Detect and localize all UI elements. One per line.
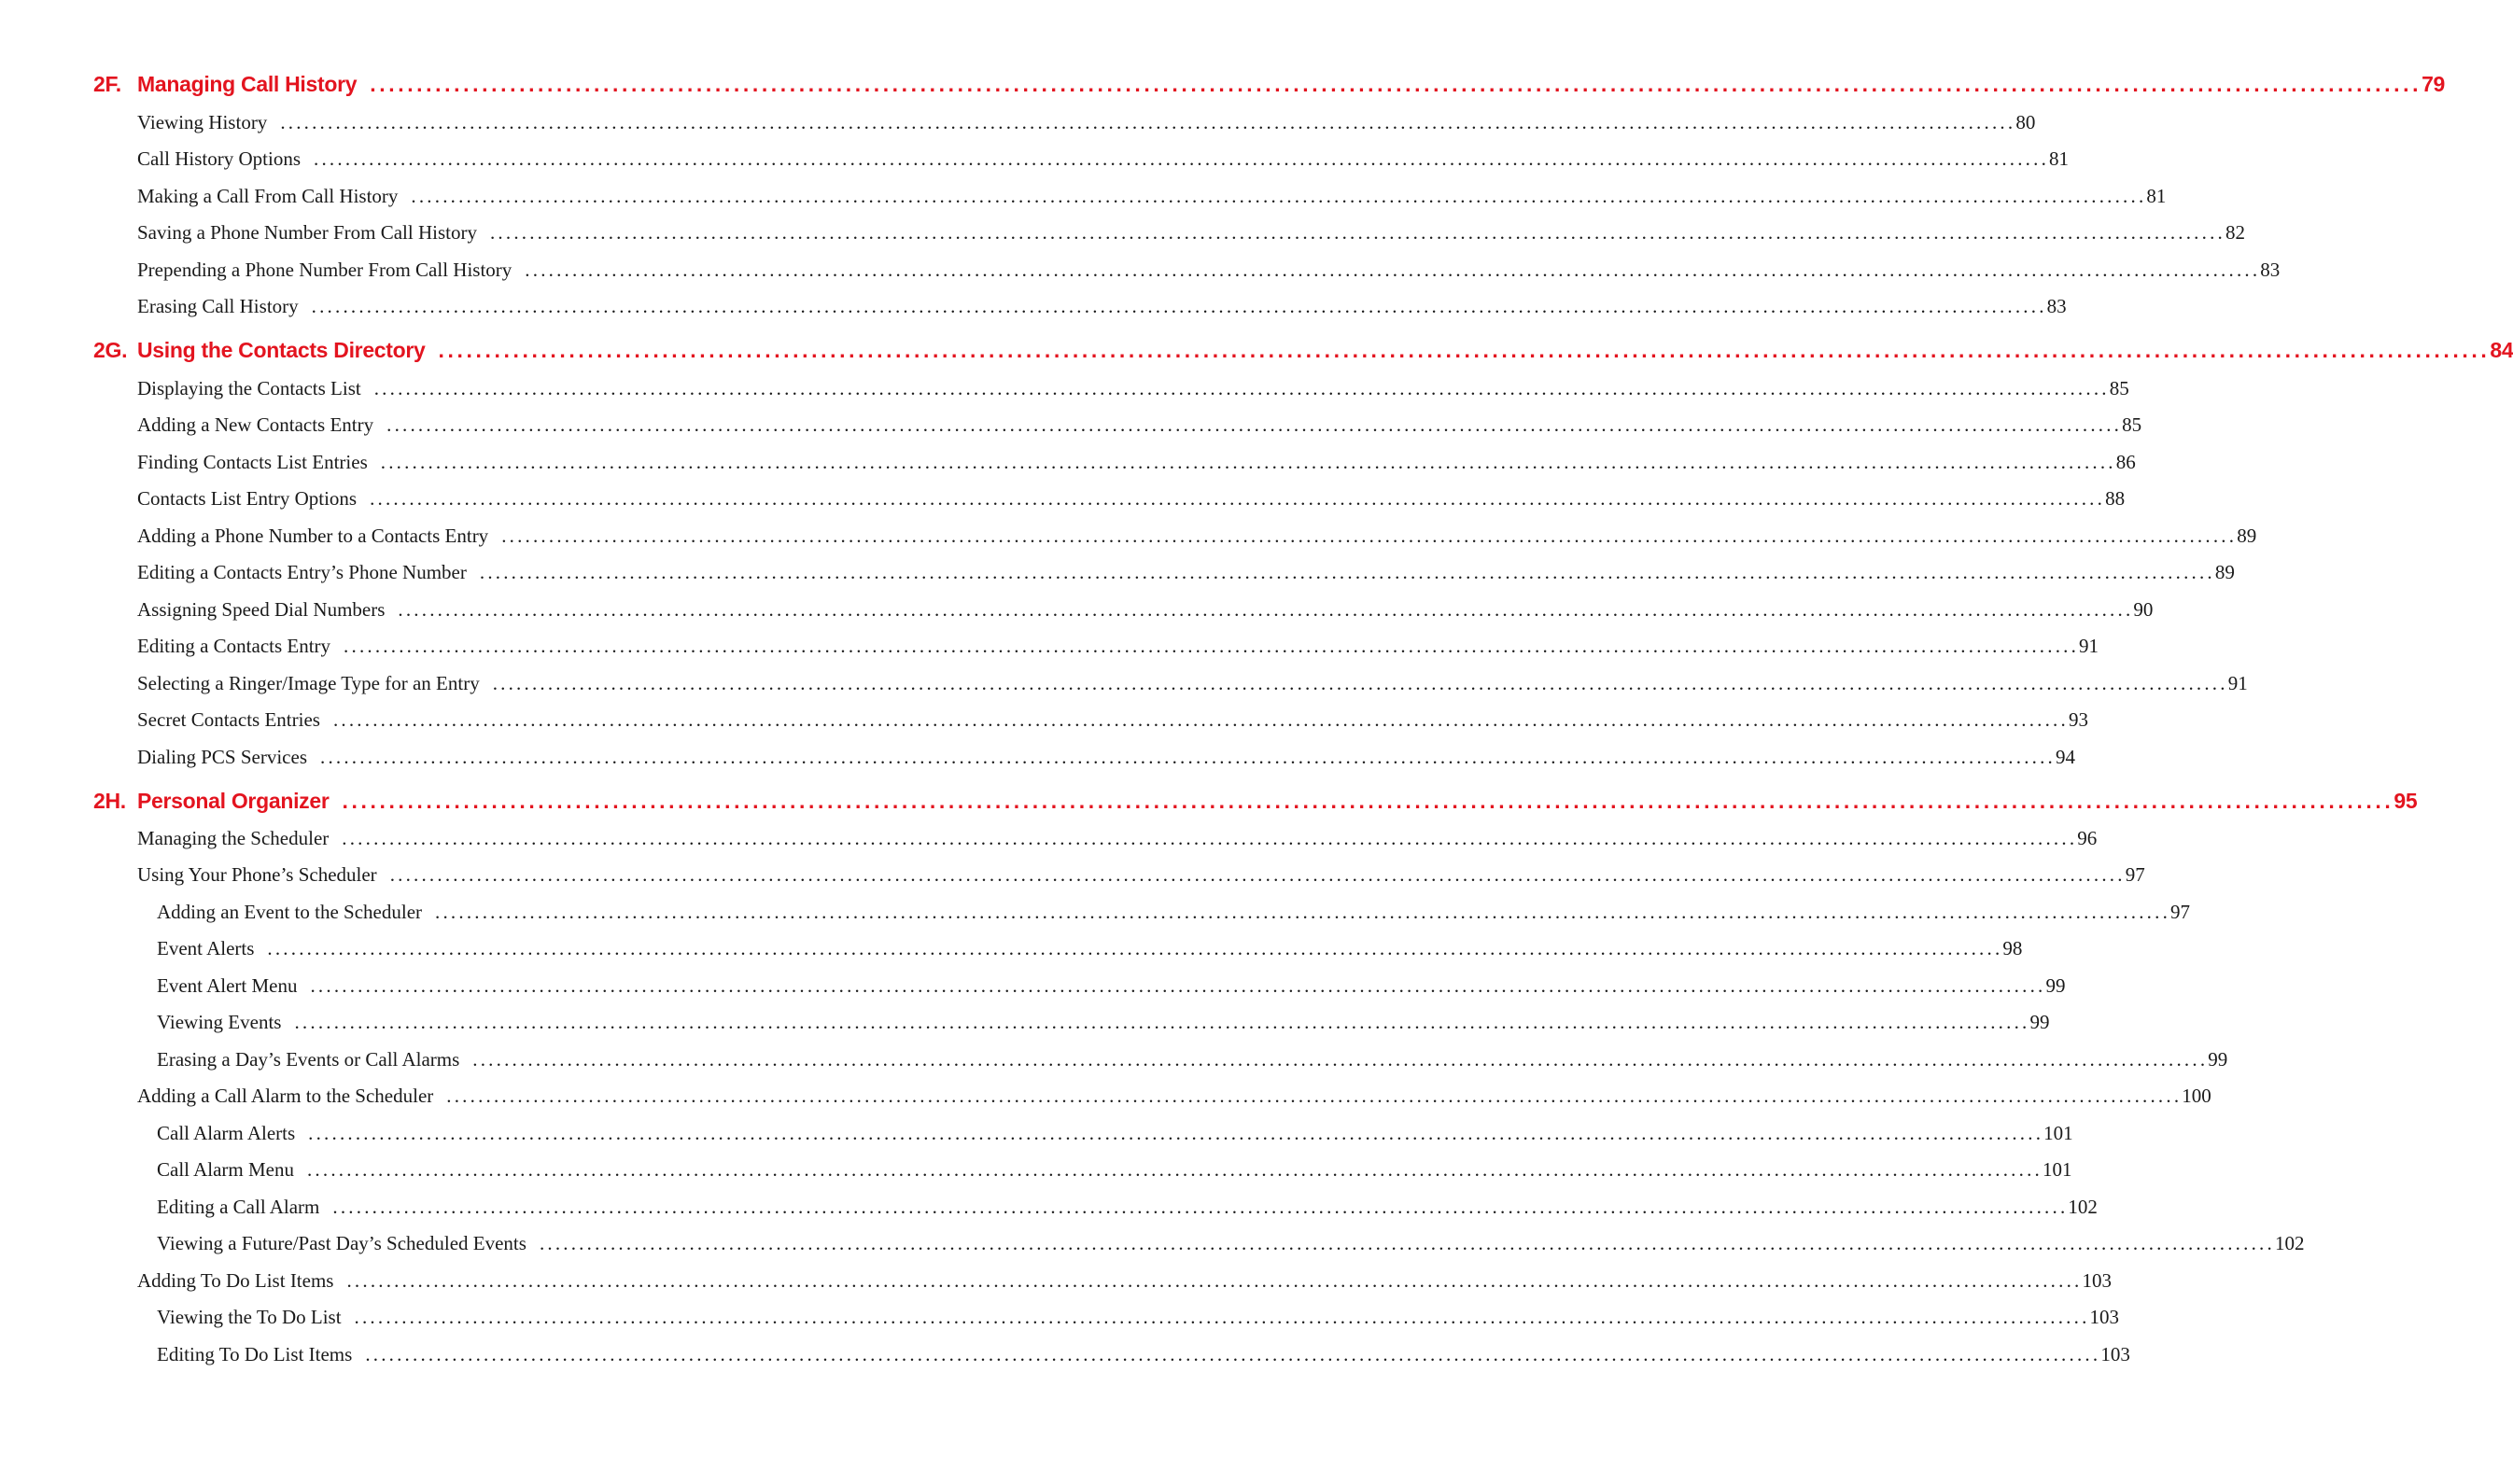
- entry-title[interactable]: Call Alarm Menu: [157, 1158, 294, 1181]
- page-number: 81: [2049, 147, 2070, 170]
- dot-leader: ............................................................................................................................................................................................................................: [411, 185, 2147, 207]
- dot-leader: ............................................................................................................................................................................................................................: [306, 1158, 2043, 1181]
- toc-entry-row[interactable]: [0, 1226, 2305, 1260]
- dot-leader: ............................................................................................................................................................................................................................: [492, 672, 2228, 694]
- dot-leader: ............................................................................................................................................................................................................................: [344, 635, 2080, 657]
- toc-chapter-row[interactable]: [0, 784, 2418, 818]
- toc-line: [137, 821, 2098, 855]
- dot-leader: ............................................................................................................................................................................................................................: [525, 259, 2261, 281]
- page-number: 97: [2125, 863, 2145, 886]
- toc-entry-row[interactable]: [0, 1300, 2120, 1334]
- dot-leader: ............................................................................................................................................................................................................................: [342, 789, 2394, 813]
- page-number: 102: [2274, 1232, 2305, 1254]
- toc-entry-row[interactable]: [0, 1190, 2098, 1224]
- dot-leader: ............................................................................................................................................................................................................................: [389, 863, 2126, 886]
- toc-chapter-row[interactable]: [0, 333, 2513, 367]
- toc-entry-row[interactable]: [0, 1153, 2072, 1186]
- toc-line: [137, 289, 2067, 323]
- toc-entry-row[interactable]: [0, 969, 2066, 1002]
- toc-line: [157, 1226, 2305, 1260]
- page-number: 91: [2227, 672, 2248, 694]
- entry-title[interactable]: Adding a New Contacts Entry: [137, 413, 374, 436]
- toc-chapter-row[interactable]: [0, 67, 2446, 101]
- toc-entry-row[interactable]: [0, 253, 2281, 287]
- page-number: 83: [2046, 295, 2067, 317]
- chapter-number: 2F.: [93, 72, 121, 96]
- entry-title[interactable]: Displaying the Contacts List: [137, 377, 361, 399]
- page-number: 84: [2490, 338, 2513, 362]
- entry-title[interactable]: Using Your Phone’s Scheduler: [137, 863, 377, 886]
- entry-title[interactable]: Prepending a Phone Number From Call History: [137, 259, 512, 281]
- toc-line: [137, 371, 2129, 405]
- toc-line: [137, 482, 2126, 515]
- page-number: 88: [2105, 487, 2126, 510]
- toc-entry-row[interactable]: [0, 105, 2036, 139]
- page-number: 99: [2045, 974, 2066, 997]
- toc-line: [157, 1337, 2130, 1371]
- entry-title[interactable]: Contacts List Entry Options: [137, 487, 358, 510]
- toc-line: [157, 1153, 2072, 1186]
- page-number: 81: [2146, 185, 2167, 207]
- entry-title[interactable]: Editing To Do List Items: [157, 1343, 353, 1365]
- entry-title[interactable]: Saving a Phone Number From Call History: [137, 221, 477, 244]
- dot-leader: ............................................................................................................................................................................................................................: [472, 1048, 2209, 1071]
- toc-line: [137, 555, 2235, 589]
- toc-entry-row[interactable]: [0, 519, 2257, 553]
- dot-leader: ............................................................................................................................................................................................................................: [280, 111, 2016, 133]
- entry-title[interactable]: Assigning Speed Dial Numbers: [137, 598, 386, 621]
- dot-leader: ............................................................................................................................................................................................................................: [438, 338, 2491, 362]
- entry-title[interactable]: Call History Options: [137, 147, 302, 170]
- page-number: 103: [2100, 1343, 2130, 1365]
- toc-entry-row[interactable]: [0, 1079, 2211, 1113]
- toc-entry-row[interactable]: [0, 408, 2142, 441]
- toc-entry-row[interactable]: [0, 629, 2099, 663]
- toc-entry-row[interactable]: [0, 895, 2191, 929]
- entry-title[interactable]: Finding Contacts List Entries: [137, 451, 368, 473]
- page-number: 103: [2089, 1306, 2120, 1328]
- toc-line: [137, 629, 2099, 663]
- page-number: 80: [2015, 111, 2036, 133]
- entry-title[interactable]: Adding To Do List Items: [137, 1269, 334, 1292]
- toc-entry-row[interactable]: [0, 142, 2070, 175]
- entry-title[interactable]: Erasing a Day’s Events or Call Alarms: [157, 1048, 460, 1071]
- toc-line: [157, 969, 2066, 1002]
- entry-title[interactable]: Viewing the To Do List: [157, 1306, 342, 1328]
- toc-entry-row[interactable]: [0, 289, 2067, 323]
- toc-entry-row[interactable]: [0, 555, 2235, 589]
- toc-line: [137, 408, 2142, 441]
- toc-entry-row[interactable]: [0, 1005, 2050, 1039]
- toc-entry-row[interactable]: [0, 482, 2126, 515]
- toc-entry-row[interactable]: [0, 593, 2154, 626]
- toc-entry-row[interactable]: [0, 1116, 2073, 1150]
- toc-line: [137, 142, 2070, 175]
- toc-entry-row[interactable]: [0, 740, 2075, 774]
- toc-line: [137, 216, 2245, 249]
- entry-title[interactable]: Managing the Scheduler: [137, 827, 330, 849]
- page-number: 86: [2115, 451, 2136, 473]
- chapter-title[interactable]: Managing Call History: [137, 72, 358, 96]
- entry-title[interactable]: Adding a Call Alarm to the Scheduler: [137, 1085, 434, 1107]
- dot-leader: ............................................................................................................................................................................................................................: [342, 827, 2078, 849]
- toc-line: [157, 895, 2191, 929]
- page-number: 89: [2214, 561, 2235, 583]
- page-number: 93: [2068, 708, 2088, 731]
- toc-line: [157, 1190, 2098, 1224]
- dot-leader: ............................................................................................................................................................................................................................: [373, 377, 2110, 399]
- entry-title[interactable]: Viewing History: [137, 111, 268, 133]
- toc-line: [137, 1079, 2211, 1113]
- toc-line: [137, 253, 2281, 287]
- toc-line: [137, 105, 2036, 139]
- entry-title[interactable]: Erasing Call History: [137, 295, 299, 317]
- dot-leader: ............................................................................................................................................................................................................................: [294, 1011, 2030, 1033]
- page-number: 101: [2043, 1122, 2073, 1144]
- page-number: 79: [2422, 72, 2446, 96]
- dot-leader: ............................................................................................................................................................................................................................: [320, 746, 2056, 768]
- page-number: 82: [2225, 221, 2245, 244]
- toc-line: [137, 593, 2154, 626]
- dot-leader: ............................................................................................................................................................................................................................: [479, 561, 2215, 583]
- entry-title[interactable]: Secret Contacts Entries: [137, 708, 320, 731]
- toc-line: [137, 740, 2075, 774]
- toc-entry-row[interactable]: [0, 931, 2023, 965]
- page-number: 102: [2068, 1196, 2098, 1218]
- page-number: 99: [2029, 1011, 2050, 1033]
- dot-leader: ............................................................................................................................................................................................................................: [380, 451, 2116, 473]
- page-number: 100: [2182, 1085, 2211, 1107]
- toc-entry-row[interactable]: [0, 666, 2248, 700]
- page-number: 101: [2042, 1158, 2072, 1181]
- dot-leader: ............................................................................................................................................................................................................................: [501, 525, 2238, 547]
- dot-leader: ............................................................................................................................................................................................................................: [310, 974, 2046, 997]
- toc-line: [137, 333, 2513, 367]
- page-number: 98: [2002, 937, 2023, 959]
- toc-entry-row[interactable]: [0, 703, 2088, 736]
- page-number: 85: [2109, 377, 2129, 399]
- entry-title[interactable]: Adding a Phone Number to a Contacts Entry: [137, 525, 489, 547]
- chapter-number: 2H.: [93, 789, 126, 813]
- dot-leader: ............................................................................................................................................................................................................................: [354, 1306, 2090, 1328]
- toc-entry-row[interactable]: [0, 371, 2129, 405]
- page-number: 99: [2208, 1048, 2228, 1071]
- toc-line: [157, 931, 2023, 965]
- chapter-number: 2G.: [93, 338, 128, 362]
- dot-leader: ............................................................................................................................................................................................................................: [539, 1232, 2275, 1254]
- page-number: 90: [2133, 598, 2154, 621]
- toc-line: [137, 67, 2446, 101]
- entry-title[interactable]: Event Alerts: [157, 937, 255, 959]
- dot-leader: ............................................................................................................................................................................................................................: [346, 1269, 2083, 1292]
- toc-entry-row[interactable]: [0, 1264, 2112, 1297]
- toc-entry-row[interactable]: [0, 1337, 2130, 1371]
- toc-entry-row[interactable]: [0, 445, 2136, 479]
- entry-title[interactable]: Viewing Events: [157, 1011, 282, 1033]
- dot-leader: ............................................................................................................................................................................................................................: [489, 221, 2225, 244]
- dot-leader: ............................................................................................................................................................................................................................: [386, 413, 2123, 436]
- toc-line: [137, 179, 2167, 213]
- entry-title[interactable]: Selecting a Ringer/Image Type for an Entry: [137, 672, 480, 694]
- entry-title[interactable]: Adding an Event to the Scheduler: [157, 901, 423, 923]
- dot-leader: ............................................................................................................................................................................................................................: [370, 487, 2106, 510]
- dot-leader: ............................................................................................................................................................................................................................: [267, 937, 2003, 959]
- dot-leader: ............................................................................................................................................................................................................................: [314, 147, 2050, 170]
- toc-line: [137, 519, 2257, 553]
- toc-entry-row[interactable]: [0, 179, 2167, 213]
- page-number: 83: [2260, 259, 2281, 281]
- dot-leader: ............................................................................................................................................................................................................................: [365, 1343, 2101, 1365]
- toc-line: [137, 445, 2136, 479]
- entry-title[interactable]: Making a Call From Call History: [137, 185, 399, 207]
- entry-title[interactable]: Dialing PCS Services: [137, 746, 307, 768]
- page-number: 96: [2077, 827, 2098, 849]
- page-number: 97: [2170, 901, 2191, 923]
- toc-line: [157, 1116, 2073, 1150]
- toc-line: [157, 1043, 2228, 1076]
- toc-line: [157, 1005, 2050, 1039]
- dot-leader: ............................................................................................................................................................................................................................: [332, 1196, 2069, 1218]
- toc-entry-row[interactable]: [0, 858, 2145, 891]
- toc-line: [137, 703, 2088, 736]
- dot-leader: ............................................................................................................................................................................................................................: [435, 901, 2171, 923]
- dot-leader: ............................................................................................................................................................................................................................: [398, 598, 2134, 621]
- toc-line: [137, 858, 2145, 891]
- toc-line: [137, 1264, 2112, 1297]
- dot-leader: ............................................................................................................................................................................................................................: [311, 295, 2047, 317]
- page-number: 89: [2237, 525, 2257, 547]
- entry-title[interactable]: Viewing a Future/Past Day’s Scheduled Events: [157, 1232, 526, 1254]
- toc-entry-row[interactable]: [0, 1043, 2228, 1076]
- page-number: 103: [2082, 1269, 2112, 1292]
- dot-leader: ............................................................................................................................................................................................................................: [332, 708, 2069, 731]
- dot-leader: ............................................................................................................................................................................................................................: [446, 1085, 2183, 1107]
- toc-line: [137, 666, 2248, 700]
- entry-title[interactable]: Editing a Contacts Entry’s Phone Number: [137, 561, 467, 583]
- toc-entry-row[interactable]: [0, 216, 2245, 249]
- page-number: 95: [2394, 789, 2418, 813]
- entry-title[interactable]: Editing a Contacts Entry: [137, 635, 331, 657]
- page-number: 85: [2122, 413, 2142, 436]
- entry-title[interactable]: Editing a Call Alarm: [157, 1196, 320, 1218]
- toc-line: [137, 784, 2418, 818]
- chapter-title[interactable]: Using the Contacts Directory: [137, 338, 426, 362]
- chapter-title[interactable]: Personal Organizer: [137, 789, 330, 813]
- entry-title[interactable]: Event Alert Menu: [157, 974, 298, 997]
- entry-title[interactable]: Call Alarm Alerts: [157, 1122, 296, 1144]
- page-number: 94: [2056, 746, 2075, 768]
- page-number: 91: [2079, 635, 2099, 657]
- dot-leader: ............................................................................................................................................................................................................................: [370, 72, 2422, 96]
- dot-leader: ............................................................................................................................................................................................................................: [308, 1122, 2044, 1144]
- toc-line: [157, 1300, 2120, 1334]
- toc-entry-row[interactable]: [0, 821, 2098, 855]
